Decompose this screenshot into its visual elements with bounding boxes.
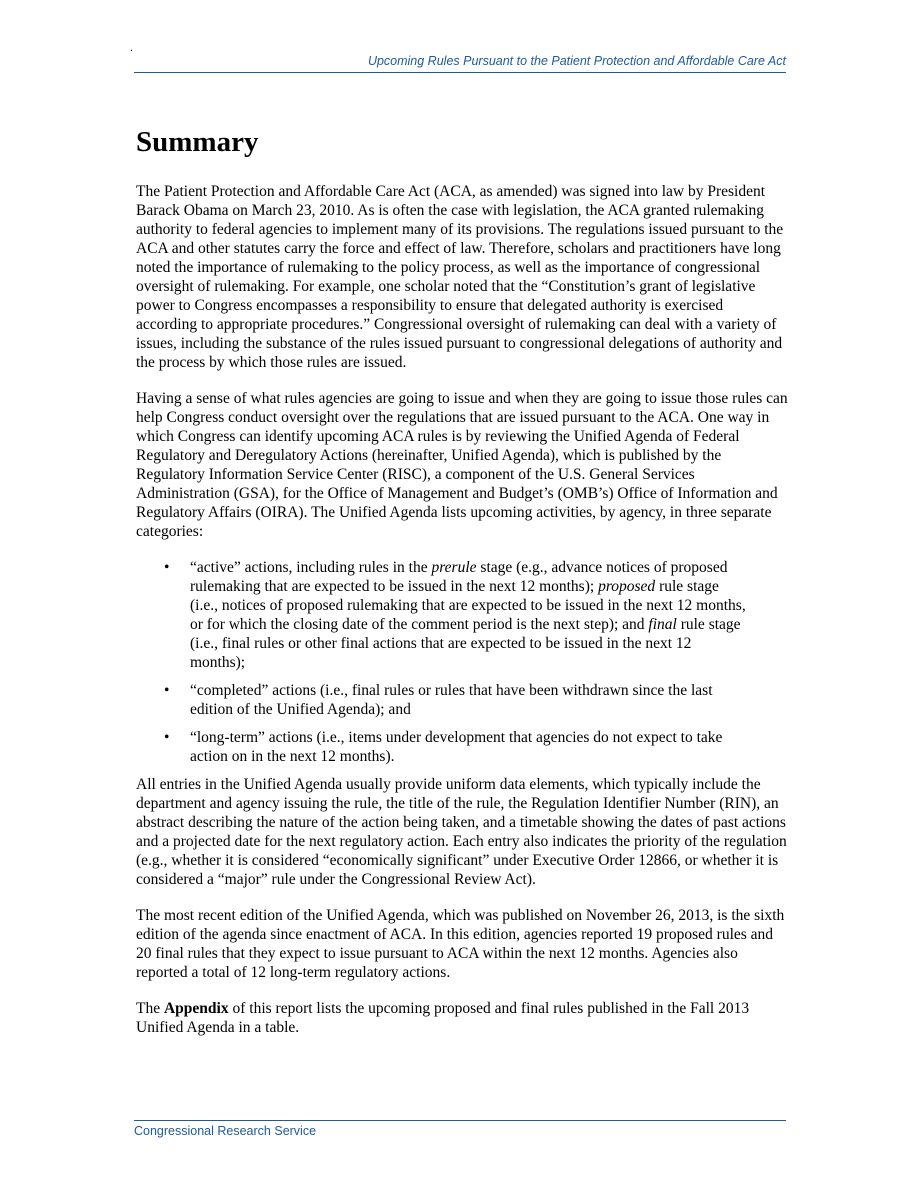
footer: Congressional Research Service [134, 1120, 786, 1139]
appendix-reference: Appendix [163, 1000, 229, 1017]
header-mark: . [130, 40, 133, 54]
list-item-active: • “active” actions, including rules in the prerule stage (e.g., advance notices of proposed rulemaking that are expected to be issued in the next 12 months); proposed rule stage (i.e., notices of proposed rulemaking that are expected to be issued in the next 12 months, or for which the closing date of the comment period is the next step); and final rule stage (i.e., final rules or other final actions that are expected to be issued in the next 12 months); [164, 559, 746, 671]
paragraph-5: The Appendix of this report lists the upcoming proposed and final rules published in the Fall 2013 Unified Agenda in a table. [136, 1000, 750, 1036]
list-item-completed: • “completed” actions (i.e., final rules or rules that have been withdrawn since the last edition of the Unified Agenda); and [164, 682, 713, 718]
running-header: Upcoming Rules Pursuant to the Patient Protection and Affordable Care Act [134, 54, 786, 73]
bullet-icon: • [164, 682, 170, 699]
main-content [136, 122, 788, 1054]
paragraph-2: Having a sense of what rules agencies are going to issue and when they are going to issue those rules can help Congress conduct oversight over the regulations that are issued pursuant to the ACA. One way in which Congress can identify upcoming ACA rules is by reviewing the Unified Agenda of Federal Regulatory and Deregulatory Actions (hereinafter, Unified Agenda), which is published by the Regulatory Information Service Center (RISC), a component of the U.S. General Services Administration (GSA), for the Office of Management and Budget’s (OMB’s) Office of Information and Regulatory Affairs (OIRA). The Unified Agenda lists upcoming activities, by agency, in three separate categories: [136, 390, 788, 540]
list-item-long-term: • “long-term” actions (i.e., items under development that agencies do not expect to take action on in the next 12 months). [164, 729, 723, 765]
paragraph-4: The most recent edition of the Unified Agenda, which was published on November 26, 2013, is the sixth edition of the agenda since enactment of ACA. In this edition, agencies reported 19 proposed rules and 20 final rules that they expect to issue pursuant to ACA within the next 12 months. Agencies also reported a total of 12 long-term regulatory actions. [136, 907, 785, 981]
bullet-icon: • [164, 559, 170, 576]
page-title: Summary [136, 126, 259, 158]
category-list [136, 558, 750, 766]
paragraph-3: All entries in the Unified Agenda usually provide uniform data elements, which typically include the department and agency issuing the rule, the title of the rule, the Regulation Identifier Number (RIN), an abstract describing the nature of the action being taken, and a timetable showing the dates of past actions and a projected date for the next regulatory action. Each entry also indicates the priority of the regulation (e.g., whether it is considered “economically significant” under Executive Order 12866, or whether it is considered a “major” rule under the Congressional Review Act). [136, 776, 787, 888]
paragraph-1: The Patient Protection and Affordable Care Act (ACA, as amended) was signed into law by President Barack Obama on March 23, 2010. As is often the case with legislation, the ACA granted rulemaking authority to federal agencies to implement many of its provisions. The regulations issued pursuant to the ACA and other statutes carry the force and effect of law. Therefore, scholars and practitioners have long noted the importance of rulemaking to the policy process, as well as the importance of congressional oversight of rulemaking. For example, one scholar noted that the “Constitution’s grant of legislative power to Congress encompasses a responsibility to ensure that delegated authority is exercised according to appropriate procedures.” Congressional oversight of rulemaking can deal with a variety of issues, including the substance of the rules issued pursuant to congressional delegations of authority and the process by which those rules are issued. [136, 183, 784, 371]
bullet-icon: • [164, 729, 170, 746]
